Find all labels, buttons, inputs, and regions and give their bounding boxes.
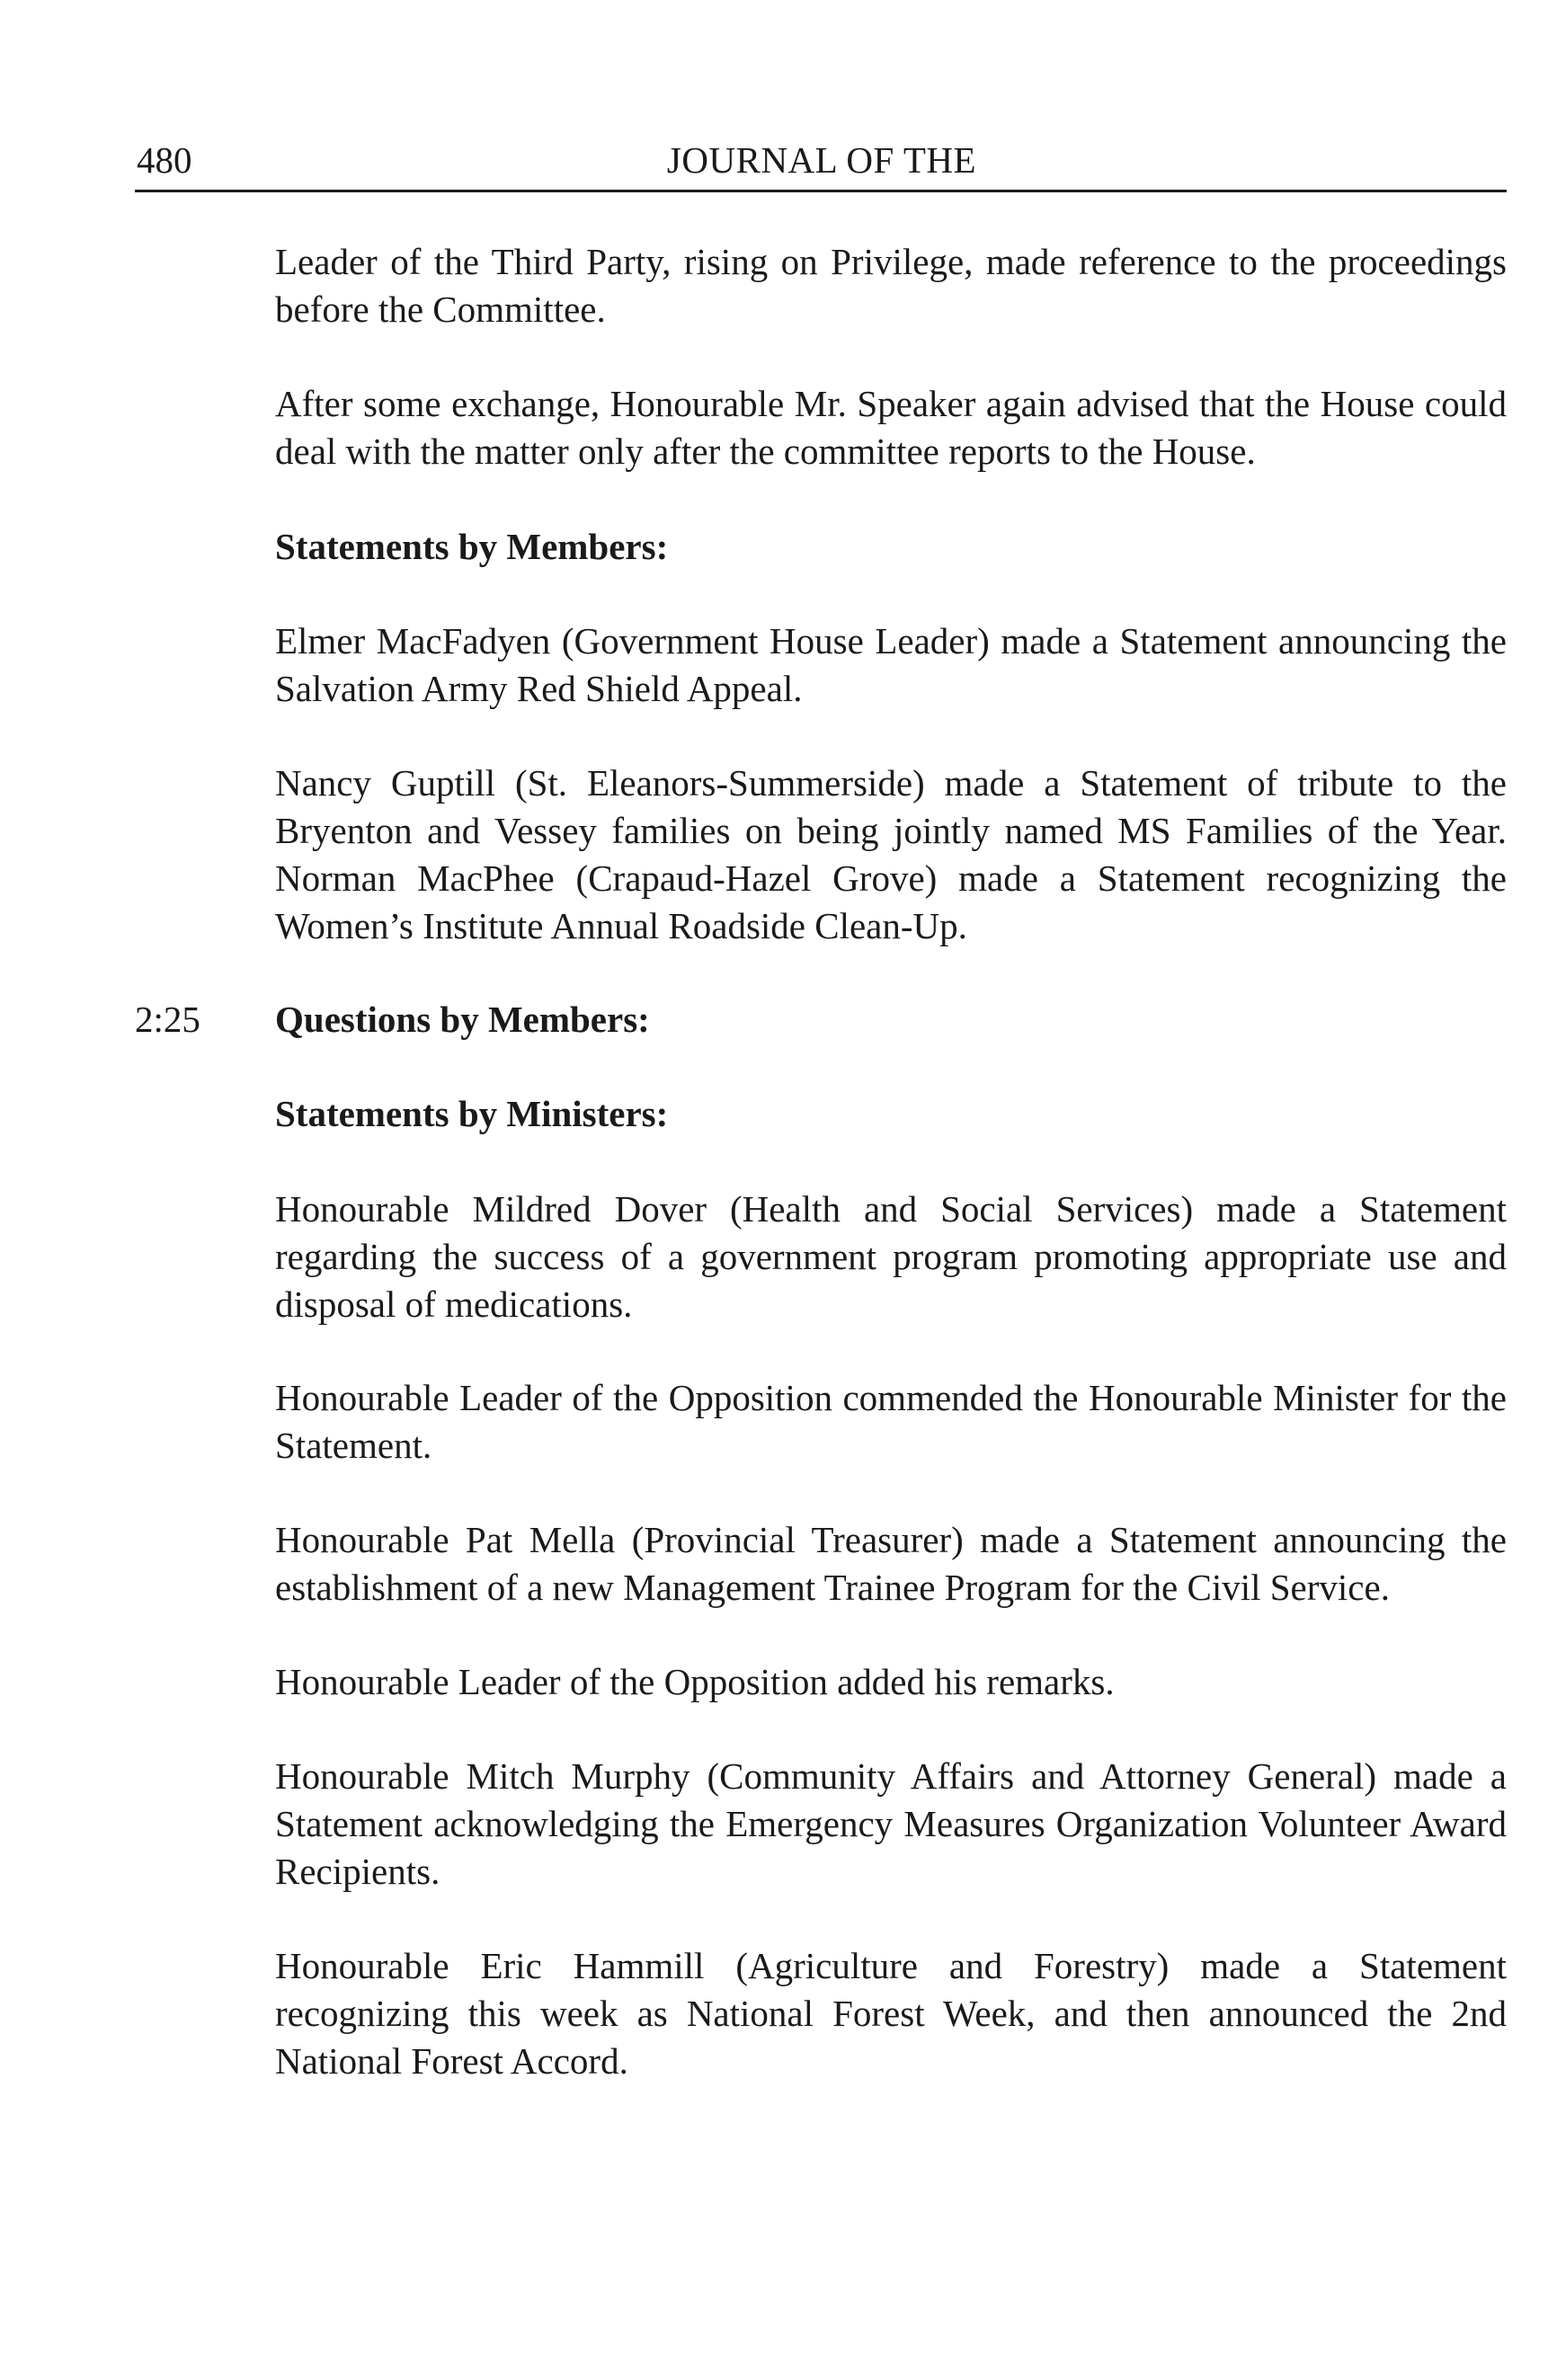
- paragraph-opposition-remarks: Honourable Leader of the Opposition added his remarks.: [275, 1661, 1115, 1702]
- running-head: [137, 135, 1507, 185]
- time-marker: 2:25: [135, 999, 200, 1040]
- paragraph-macfadyen-statement: Elmer MacFadyen (Government House Leader) made a Statement announcing the Salvation Army Red Shield Appeal.: [275, 620, 1507, 709]
- page-number: 480: [137, 139, 192, 181]
- paragraph-guptill-macphee-statements: Nancy Guptill (St. Eleanors-Summerside) made a Statement of tribute to the Bryenton and Vessey families on being jointly named MS Families of the Year. Norman MacPhee (Crapaud-Hazel Grove) made a Statement recognizing the Women’s Institute Annual Roadside Clean-Up.: [275, 762, 1507, 946]
- paragraph-speaker-advice: After some exchange, Honourable Mr. Speaker again advised that the House could deal with the matter only after the committee reports to the House.: [275, 383, 1507, 472]
- paragraph-hammill-statement: Honourable Eric Hammill (Agriculture and Forestry) made a Statement recognizing this week as National Forest Week, and then announced the 2nd National Forest Accord.: [275, 1945, 1507, 2082]
- paragraph-opposition-commendation: Honourable Leader of the Opposition commended the Honourable Minister for the Statement.: [275, 1377, 1507, 1466]
- paragraph-mella-statement: Honourable Pat Mella (Provincial Treasurer) made a Statement announcing the establishment of a new Management Trainee Program for the Civil Service.: [275, 1519, 1507, 1608]
- paragraph-privilege: Leader of the Third Party, rising on Privilege, made reference to the proceedings before the Committee.: [275, 241, 1507, 330]
- journal-title: JOURNAL OF THE: [666, 139, 977, 181]
- paragraph-murphy-statement: Honourable Mitch Murphy (Community Affairs and Attorney General) made a Statement acknowledging the Emergency Measures Organization Volunteer Award Recipients.: [275, 1755, 1507, 1892]
- header-rule: [135, 190, 1507, 192]
- paragraph-dover-statement: Honourable Mildred Dover (Health and Social Services) made a Statement regarding the success of a government program promoting appropriate use and disposal of medications.: [275, 1188, 1507, 1325]
- heading-statements-by-ministers: Statements by Ministers:: [275, 1093, 669, 1134]
- heading-statements-by-members: Statements by Members:: [275, 526, 669, 567]
- heading-questions-by-members: Questions by Members:: [275, 999, 650, 1040]
